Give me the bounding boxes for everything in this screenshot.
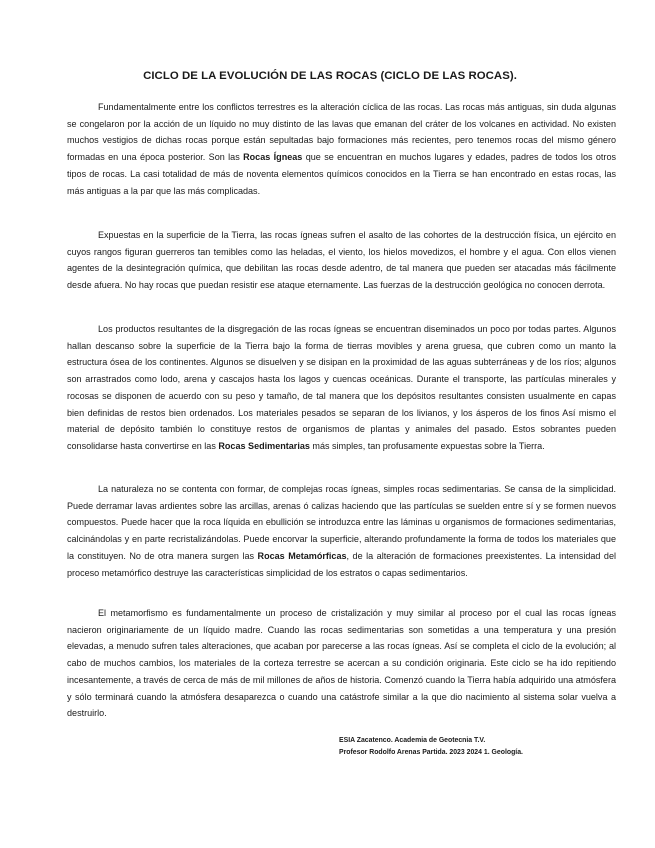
paragraph-text: que se encuentran en muchos lugares y edades, padres de todos los otros tipos de rocas. La casi totalidad de más de noventa elementos químicos conocidos en la Tierra se han encontrado en estas rocas, las más antiguas a la par que las más complicadas. [67,152,616,196]
term-sedimentary-rocks: Rocas Sedimentarias [218,440,310,451]
term-metamorphic-rocks: Rocas Metamórficas [257,550,347,561]
paragraph-text: La naturaleza no se contenta con formar, de complejas rocas ígneas, simples rocas sedimentarias. Se cansa de la simplicidad. Puede derramar lavas ardientes sobre las arcillas, arenas ó calizas haciendo que las partículas se suelden entre sí y se formen nuevos compuestos. Puede hacer que la roca líquida en ebullición se introduzca entre las láminas u organismos de formaciones sedimentarias, calcinándolas y en parte recristalizándolas. Puede encorvar la superficie, alterando profundamente la forma de todos los materiales que la constituyen. No de otra manera surgen las [67,484,616,561]
paragraph-metamorphism-cycle [67,605,616,722]
page-title: CICLO DE LA EVOLUCIÓN DE LAS ROCAS (CICLO DE LAS ROCAS). [143,70,517,82]
paragraph-igneous-rocks [67,99,616,199]
paragraph-text: Expuestas en la superficie de la Tierra, las rocas ígneas sufren el asalto de las cohortes de la destrucción física, un ejército en cuyos rangos figuran guerreros tan temibles como las heladas, el viento, los hielos movedizos, el hombre y el agua. Con ellos vienen agentes de la desintegración química, que debilitan las rocas desde adentro, de tal manera que pueden ser atacadas más fácilmente desde afuera. No hay rocas que puedan resistir ese ataque eternamente. Las fuerzas de la destrucción geológica no conocen derrota. [67,230,616,291]
paragraph-sedimentary-rocks [67,321,616,455]
footer-professor: Profesor Rodolfo Arenas Partida. 2023 2024 1. Geología. [339,749,523,756]
paragraph-text: , de la alteración de formaciones preexistentes. La intensidad del proceso metamórfico destruye las características simplicidad de los estratos o capas sedimentarios. [67,550,617,578]
footer-credits [339,735,523,759]
term-igneous-rocks: Rocas Ígneas [243,152,303,163]
paragraph-text: Los productos resultantes de la disgregación de las rocas ígneas se encuentran diseminados un poco por todas partes. Algunos hallan descanso sobre la superficie de la Tierra bajo la forma de tierras movibles y arena gruesa, que cubren como un manto la estructura ósea de los continentes. Algunos se disuelven y se disipan en la proximidad de las aguas subterráneas y de los ríos; algunos son arrastrados como lodo, arena y cascajos hasta los lagos y cuencas oceánicas. Durante el transporte, las partículas minerales y rocosas se disponen de acuerdo con su peso y tamaño, de tal manera que los depósitos resultantes consisten usualmente en capas bien definidas de restos bien ordenados. Los materiales pesados se separan de los livianos, y los ásperos de los finos Así mismo el material de depósito también lo constituye restos de organismos de plantas y animales del pasado. Estos sobrantes pueden consolidarse hasta convertirse en las [67,324,616,451]
paragraph-text: El metamorfismo es fundamentalmente un proceso de cristalización y muy similar al proceso por el cual las rocas ígneas nacieron originariamente de un líquido madre. Cuando las rocas sedimentarias son sometidas a una temperatura y una presión elevadas, a menudo sufren tales alteraciones, que acaban por parecerse a las rocas ígneas. Así se completa el ciclo de la evolución; al cabo de muchos cambios, los materiales de la corteza terrestre se acercan a su condición originaria. Este ciclo se ha ido repitiendo incesantemente, a través de cerca de más de mil millones de años de historia. Comenzó cuando la Tierra había adquirido una atmósfera y sólo terminará cuando la atmósfera desaparezca o cuando una catástrofe similar a la que dio nacimiento al sistema solar vuelva a destruirlo. [67,608,616,719]
paragraph-metamorphic-rocks [67,481,616,581]
paragraph-physical-destruction [67,227,616,294]
paragraph-text: más simples, tan profusamente expuestas sobre la Tierra. [309,440,545,451]
paragraph-text: Fundamentalmente entre los conflictos terrestres es la alteración cíclica de las rocas. Las rocas más antiguas, sin duda algunas se congelaron por la acción de un líquido no muy distinto de las lavas que emanan del cráter de los volcanes en actividad. No existen muchos vestigios de dichas rocas porque están sepultadas bajo formaciones más recientes, pero tenemos rocas del mismo género formadas en una época posterior. Son las [67,102,616,163]
footer-institution: ESIA Zacatenco. Academia de Geotecnia T.V. [339,737,486,744]
